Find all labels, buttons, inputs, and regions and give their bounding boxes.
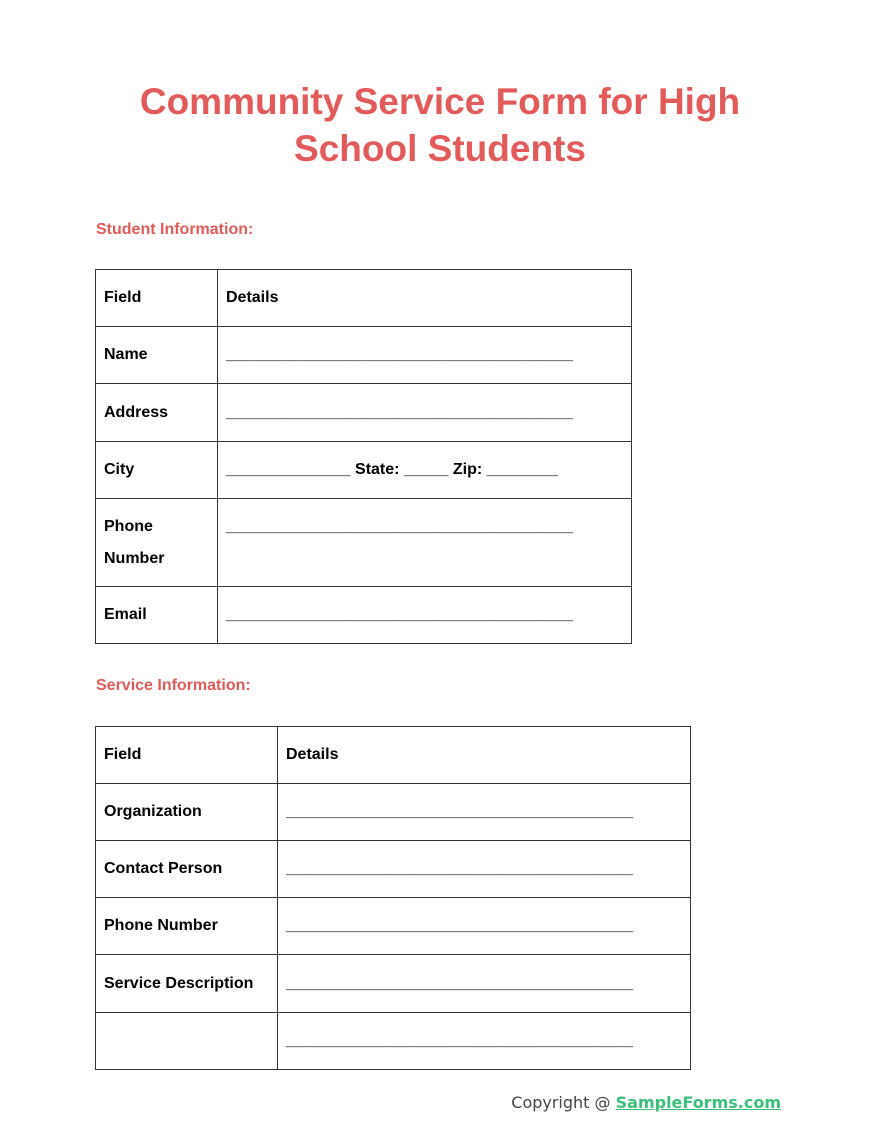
field-label-service-description: Service Description [96,955,278,1013]
table-row [96,784,691,841]
field-label-contact-person: Contact Person [96,841,278,898]
field-label-phone-number: Phone Number [96,499,218,587]
service-phone-number-blank[interactable]: _______________________________________ [278,898,691,955]
phone-number-blank[interactable]: _______________________________________ [218,499,632,587]
field-label-name: Name [96,327,218,384]
copyright-footer [511,1093,781,1112]
table-row [96,841,691,898]
table-header-row [96,727,691,784]
copyright-text: Copyright @ [511,1093,616,1112]
name-blank[interactable]: _______________________________________ [218,327,632,384]
details-header: Details [278,727,691,784]
field-label-phone-number: Phone Number [96,898,278,955]
field-header: Field [96,270,218,327]
table-row [96,587,632,644]
table-row [96,384,632,442]
email-blank[interactable]: _______________________________________ [218,587,632,644]
service-description-blank[interactable]: _______________________________________ [278,955,691,1013]
table-row [96,327,632,384]
organization-blank[interactable]: _______________________________________ [278,784,691,841]
title-line-1: Community Service Form for High [139,81,741,122]
field-label-organization: Organization [96,784,278,841]
table-row [96,898,691,955]
table-row [96,1013,691,1070]
student-information-heading: Student Information: [96,221,254,238]
service-description-continued-blank[interactable]: _______________________________________ [278,1013,691,1070]
field-header: Field [96,727,278,784]
table-row [96,499,632,587]
contact-person-blank[interactable]: _______________________________________ [278,841,691,898]
table-header-row [96,270,632,327]
city-state-zip-blank[interactable]: ______________ State: _____ Zip: ________ [218,442,632,499]
title-line-2: School Students [294,128,586,169]
student-information-table [95,269,632,644]
address-blank[interactable]: _______________________________________ [218,384,632,442]
field-label-city: City [96,442,218,499]
field-label-address: Address [96,384,218,442]
table-row [96,442,632,499]
sampleforms-link[interactable]: SampleForms.com [615,1093,781,1112]
details-header: Details [218,270,632,327]
table-row [96,955,691,1013]
field-label-empty [96,1013,278,1070]
page-title [60,78,820,172]
service-information-heading: Service Information: [96,677,251,694]
field-label-email: Email [96,587,218,644]
service-information-table [95,726,691,1070]
